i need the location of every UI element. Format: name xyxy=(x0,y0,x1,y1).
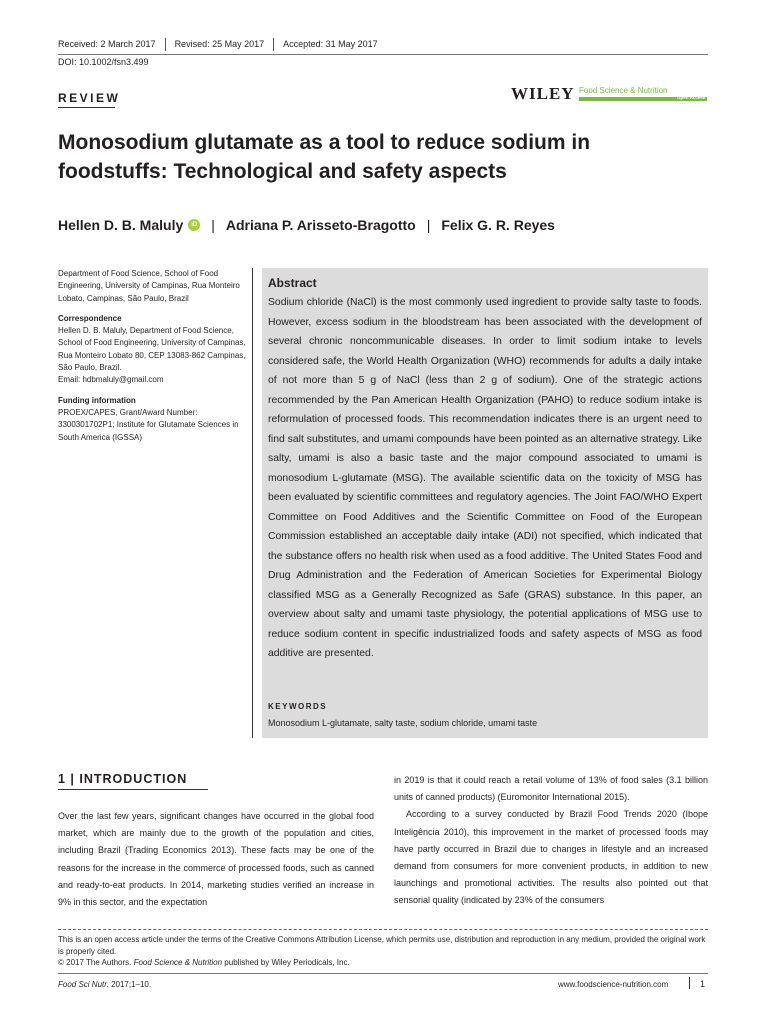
accepted-date: Accepted: 31 May 2017 xyxy=(283,39,378,49)
license-divider xyxy=(58,929,708,930)
keywords-heading: KEYWORDS xyxy=(268,702,328,711)
section-underline xyxy=(58,107,115,108)
copyright-line xyxy=(58,957,708,969)
wiley-logo: WILEY xyxy=(511,84,575,103)
article-title: Monosodium glutamate as a tool to reduce sodium in foodstuffs: Technological and safety aspects xyxy=(58,131,591,183)
funding-text: PROEX/CAPES, Grant/Award Number: 3300301702P1; Institute for Glutamate Sciences in South America (IGSSA) xyxy=(58,407,239,442)
affiliation: Department of Food Science, School of Food Engineering, University of Campinas, Rua Monteiro Lobato, Campinas, São Paulo, Brazil xyxy=(58,269,240,303)
page-number-divider xyxy=(689,977,690,989)
author-info-sidebar xyxy=(58,268,248,452)
abstract-text: Sodium chloride (NaCl) is the most commonly used ingredient to provide salty taste to foods. However, excess sodium in the bloodstream has been associated with the development of several chronic noncommunicable diseases. In order to limit sodium intake to levels considered safe, the World Health Organization (WHO) recommends for adults a daily intake of not more than 5 g of NaCl (less than 2 g of sodium). One of the strategic actions recommended by the Pan American Health Organization (PAHO) to reduce sodium intake is reformulation of processed foods. This recommendation indicates there is an urgent need to find salt substitutes, and umami compounds have been pointed as an alternative strategy. Like salty, umami is also a basic taste and the major compound associated to umami is monosodium L-glutamate (MSG). The available scientific data on the toxicity of MSG has been evaluated by scientific committees and regulatory agencies. The Joint FAO/WHO Expert Committee on Food Additives and the Scientific Committee on Food of the European Commission established an acceptable daily intake (ADI) not specified, which indicated that the substance offers no health risk when used as a food additive. The United States Food and Drug Administration and the Federation of American Societies for Experimental Biology classified MSG as a Generally Recognized as Safe (GRAS) substance. In this paper, an overview about salty and umami taste physiology, the potential applications of MSG use to reduce sodium content in specific industrialized foods and safety aspects of MSG as food additive are presented. xyxy=(268,297,702,659)
license-notice xyxy=(58,934,708,969)
copyright-journal: Food Science & Nutrition xyxy=(133,958,223,967)
correspondence-address: Hellen D. B. Maluly, Department of Food Science, School of Food Engineering, University of Campinas, Rua Monteiro Lobato 80, CEP 13083-862 Campinas, São Paulo, Brazil. xyxy=(58,326,246,373)
introduction-heading: 1 | INTRODUCTION xyxy=(58,772,188,786)
sidebar-divider xyxy=(252,268,253,738)
author-1[interactable]: Hellen D. B. Maluly xyxy=(58,217,184,233)
body-column-left xyxy=(58,808,374,911)
citation xyxy=(58,980,151,989)
page-number: 1 xyxy=(700,979,706,989)
section-label: REVIEW xyxy=(58,91,121,105)
author-3[interactable]: Felix G. R. Reyes xyxy=(441,217,555,233)
introduction-underline xyxy=(58,789,208,790)
copyright-prefix: © 2017 The Authors. xyxy=(58,958,134,967)
license-text: This is an open access article under the terms of the Creative Commons Attribution License, which permits use, distribution and reproduction in any medium, provided the original work is properly cited. xyxy=(58,935,706,956)
correspondence-email[interactable]: Email: hdbmaluly@gmail.com xyxy=(58,375,164,385)
revised-date: Revised: 25 May 2017 xyxy=(166,38,275,51)
citation-journal: Food Sci Nutr. xyxy=(58,980,109,989)
doi[interactable]: DOI: 10.1002/fsn3.499 xyxy=(58,57,149,67)
copyright-suffix: published by Wiley Periodicals, Inc. xyxy=(222,958,350,967)
footer-rule xyxy=(58,973,708,974)
author-separator: | xyxy=(426,217,431,233)
correspondence-heading: Correspondence xyxy=(58,313,122,323)
journal-url[interactable]: www.foodscience-nutrition.com xyxy=(558,980,669,989)
author-2[interactable]: Adriana P. Arisseto-Bragotto xyxy=(225,217,416,233)
orcid-icon[interactable]: iD xyxy=(188,219,200,231)
journal-name: Food Science & Nutrition xyxy=(579,86,668,95)
abstract-heading: Abstract xyxy=(268,276,317,290)
funding-heading: Funding information xyxy=(58,395,136,405)
article-dates xyxy=(58,38,387,51)
keywords-list: Monosodium L-glutamate, salty taste, sodium chloride, umami taste xyxy=(268,718,538,728)
open-access-badge: Open Access xyxy=(677,95,706,100)
introduction-paragraph-2: According to a survey conducted by Brazil Food Trends 2020 (Ibope Inteligência 2010), this improvement in the market of processed foods may have partly occurred in Brazil due to changes in lifestyle and an increased demand from consumers for more convenient products, in addition to new launchings and promotional activities. The results also pointed out that sensorial quality (indicated by 23% of the consumers xyxy=(394,809,708,906)
received-date: Received: 2 March 2017 xyxy=(58,38,166,51)
author-separator: | xyxy=(211,217,215,233)
author-list xyxy=(58,217,555,233)
introduction-paragraph-1-continued: in 2019 is that it could reach a retail volume of 13% of food sales (3.1 billion units of canned products) (Euromonitor International 2015). xyxy=(394,775,708,803)
body-column-right xyxy=(394,772,708,910)
citation-details: 2017;1–10. xyxy=(108,980,152,989)
introduction-paragraph-1: Over the last few years, significant changes have occurred in the global food market, which are mainly due to the growth of the population and cities, including Brazil (Trading Economics 2013). These facts may be one of the reasons for the increase in the commerce of processed foods, such as canned and ready-to-eat products. In 2014, marketing studies verified an increase in 9% in this sector, and the expectation xyxy=(58,811,374,908)
header-rule xyxy=(58,54,708,55)
